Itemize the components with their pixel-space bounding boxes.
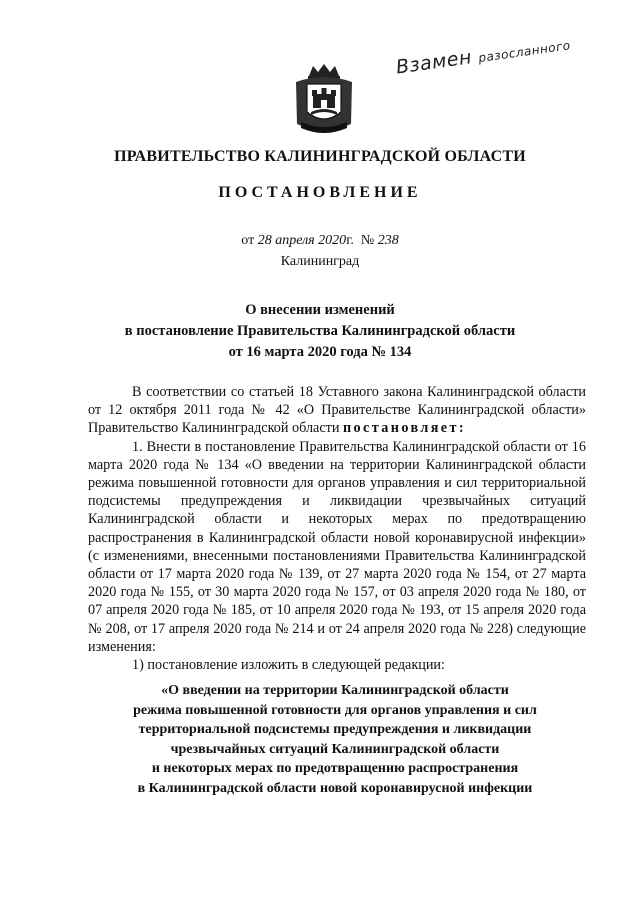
paragraph-2: 1. Внести в постановление Правительства Калининградской области от 16 марта 2020 года № 134 «О введении на территории Калининградской области режима повышенной готовности для органов управления и сил территориальной подсистемы предупреждения и ликвидации чрезвычайных ситуаций Калининградской области и некоторых мерах по предотвращению распространения в Калининградской области новой коронавирусной инфекции» (с изменениями, внесенными постановлениями Правительства Калининградской области от 17 марта 2020 года № 139, от 27 марта 2020 года № 154, от 27 марта 2020 года № 155, от 30 марта 2020 года № 157, от 03 апреля 2020 года № 180, от 07 апреля 2020 года № 185, от 10 апреля 2020 года № 193, от 15 апреля 2020 года № 208, от 17 апреля 2020 года № 214 и от 24 апреля 2020 года № 228) следующие изменения: (88, 438, 586, 655)
handwritten-note-rest: разосланного (477, 38, 572, 66)
quote-title-line-3: территориальной подсистемы предупреждения и ликвидации (138, 722, 532, 737)
city: Калининград (280, 254, 360, 269)
government-name: ПРАВИТЕЛЬСТВО КАЛИНИНГРАДСКОЙ ОБЛАСТИ (114, 148, 526, 165)
year-suffix: г. (346, 233, 354, 248)
document-title (60, 300, 580, 363)
quoted-resolution-title (80, 681, 590, 798)
date-value: 28 апреля 2020 (257, 233, 347, 248)
number-sign: № (360, 233, 375, 248)
date-line (0, 233, 640, 249)
paragraph-3: 1) постановление изложить в следующей редакции: (132, 657, 445, 674)
decree-word: постановляет: (342, 420, 466, 437)
title-line-3: от 16 марта 2020 года № 134 (228, 344, 412, 360)
quote-title-line-5: и некоторых мерах по предотвращению распространения (151, 761, 519, 776)
title-line-1: О внесении изменений (245, 302, 395, 318)
handwritten-note-main: Взамен (394, 46, 474, 79)
quote-title-line-1: «О введении на территории Калининградской области (161, 683, 509, 698)
title-line-2: в постановление Правительства Калининградской области (124, 323, 516, 339)
document-type: ПОСТАНОВЛЕНИЕ (218, 184, 422, 201)
quote-title-line-6: в Калининградской области новой коронавирусной инфекции (137, 780, 533, 796)
date-prefix: от (241, 233, 255, 248)
paragraph-1-text: В соответствии со статьей 18 Уставного закона Калининградской области от 12 октября 2011 года № 42 «О Правительстве Калининградской области» Правительство Калининградской области (88, 384, 586, 437)
quote-title-line-2: режима повышенной готовности для органов управления и сил (133, 702, 537, 718)
document-number: 238 (377, 233, 399, 248)
handwritten-note (395, 23, 636, 78)
document-body (88, 383, 586, 674)
coat-of-arms-icon (293, 62, 355, 138)
quote-title-line-4: чрезвычайных ситуаций Калининградской области (170, 741, 500, 757)
paragraph-1 (88, 383, 586, 438)
